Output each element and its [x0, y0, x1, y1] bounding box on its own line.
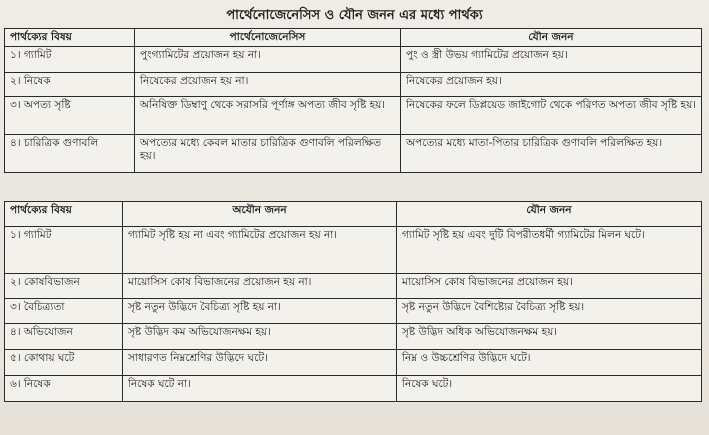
- table-cell: মায়োসিস কোষ বিভাজনের প্রয়োজন হয় না।: [123, 274, 397, 299]
- row-label-cell: ১। গ্যামিট: [5, 47, 135, 73]
- table-row: [5, 350, 702, 376]
- table-cell: নিম্ন ও উচ্চশ্রেণির উদ্ভিদে ঘটে।: [397, 350, 702, 376]
- header-cell: পার্থক্যের বিষয়: [5, 29, 135, 47]
- table-row: [5, 299, 702, 324]
- table-cell: সৃষ্ট উদ্ভিদ কম অভিযোজনক্ষম হয়।: [123, 324, 397, 350]
- table-cell: সৃষ্ট নতুন উদ্ভিদে বৈচিত্র্য সৃষ্টি হয় না।: [123, 299, 397, 324]
- table-row: [5, 274, 702, 299]
- page-title: পার্থেনোজেনেসিস ও যৌন জনন এর মধ্যে পার্থক্য: [226, 8, 483, 23]
- table-header-row: [5, 202, 702, 227]
- row-label-cell: ৩। বৈচিত্র্যতা: [5, 299, 123, 324]
- table-cell: গ্যামিট সৃষ্টি হয় না এবং গ্যামিটের প্রয়োজন হয় না।: [123, 227, 397, 274]
- table-row: [5, 227, 702, 274]
- table-cell: সাধারণত নিম্নশ্রেণির উদ্ভিদে ঘটে।: [123, 350, 397, 376]
- header-cell: পার্থক্যের বিষয়: [5, 202, 123, 227]
- table-cell: অপত্যের মধ্যে কেবল মাতার চারিত্রিক গুণাবলি পরিলক্ষিত হয়।: [135, 135, 401, 173]
- row-label-cell: ৪। চারিত্রিক গুণাবলি: [5, 135, 135, 173]
- header-cell: যৌন জনন: [397, 202, 702, 227]
- asexual-sexual-comparison-table: [4, 201, 702, 402]
- row-label-cell: ৬। নিষেক: [5, 376, 123, 402]
- row-label-cell: ৩। অপত্য সৃষ্টি: [5, 97, 135, 135]
- table-row: [5, 97, 702, 135]
- table-row: [5, 73, 702, 97]
- row-label-cell: ২। নিষেক: [5, 73, 135, 97]
- table-cell: পুংগ্যামিটের প্রয়োজন হয় না।: [135, 47, 401, 73]
- table-cell: সৃষ্ট নতুন উদ্ভিদে বৈশিষ্ট্যের বৈচিত্র্য সৃষ্টি হয়।: [397, 299, 702, 324]
- table-cell: অনিষিক্ত ডিম্বাণু থেকে সরাসরি পূর্ণাঙ্গ অপত্য জীব সৃষ্টি হয়।: [135, 97, 401, 135]
- table-cell: গ্যামিট সৃষ্টি হয় এবং দুটি বিপরীতধর্মী গ্যামিটের মিলন ঘটে।: [397, 227, 702, 274]
- row-label-cell: ৪। অভিযোজন: [5, 324, 123, 350]
- header-cell: অযৌন জনন: [123, 202, 397, 227]
- table-row: [5, 376, 702, 402]
- row-label-cell: ১। গ্যামিট: [5, 227, 123, 274]
- parthenogenesis-comparison-table: [4, 28, 702, 173]
- table-cell: নিষেক ঘটে।: [397, 376, 702, 402]
- row-label-cell: ৫। কোথায় ঘটে: [5, 350, 123, 376]
- header-cell: যৌন জনন: [401, 29, 702, 47]
- table-cell: নিষেকের ফলে ডিপ্লয়েড জাইগোট থেকে পরিণত অপত্য জীব সৃষ্টি হয়।: [401, 97, 702, 135]
- table-cell: নিষেকের প্রয়োজন হয় না।: [135, 73, 401, 97]
- table-row: [5, 47, 702, 73]
- table-cell: নিষেক ঘটে না।: [123, 376, 397, 402]
- header-cell: পার্থেনোজেনেসিস: [135, 29, 401, 47]
- table-cell: পুং ও স্ত্রী উভয় গ্যামিটের প্রয়োজন হয়।: [401, 47, 702, 73]
- table-cell: সৃষ্ট উদ্ভিদ অধিক অভিযোজনক্ষম হয়।: [397, 324, 702, 350]
- table-row: [5, 135, 702, 173]
- table-row: [5, 324, 702, 350]
- row-label-cell: ২। কোষবিভাজন: [5, 274, 123, 299]
- table-cell: অপত্যের মধ্যে মাতা-পিতার চারিত্রিক গুণাবলি পরিলক্ষিত হয়।: [401, 135, 702, 173]
- table-header-row: [5, 29, 702, 47]
- table-cell: মায়োসিস কোষ বিভাজনের প্রয়োজন হয়।: [397, 274, 702, 299]
- table-cell: নিষেকের প্রয়োজন হয়।: [401, 73, 702, 97]
